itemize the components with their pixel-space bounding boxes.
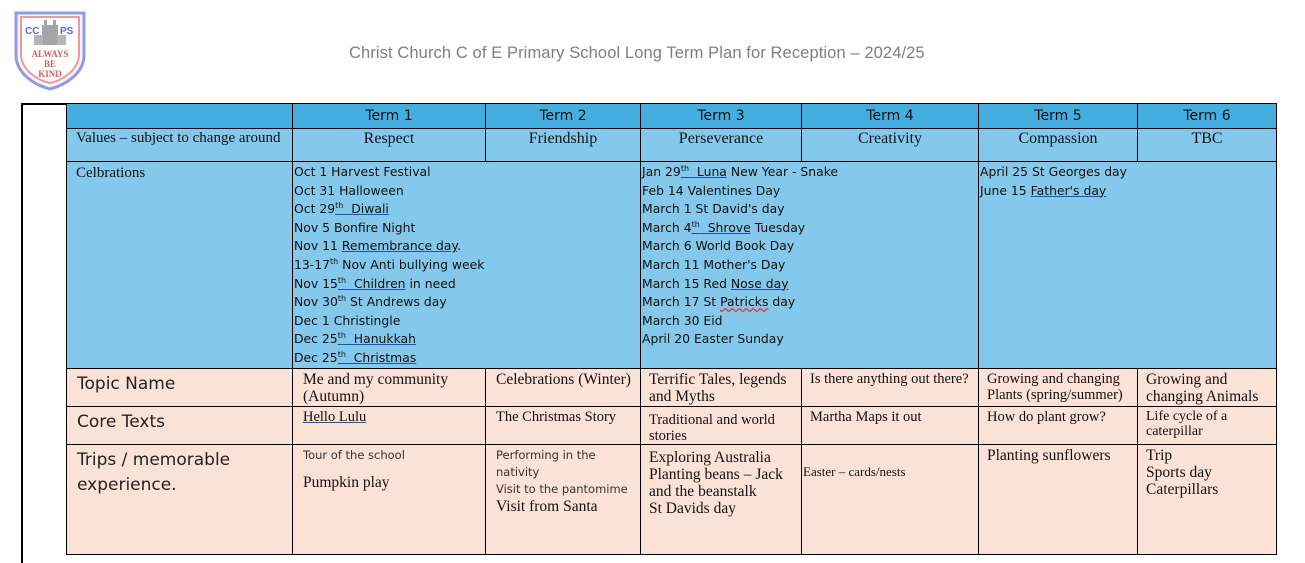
core-text-cell: The Christmas Story: [486, 406, 641, 444]
trip-item: Tour of the school: [303, 447, 405, 462]
celebration-item: March 11 Mother's Day: [642, 256, 786, 272]
core-texts-row: [67, 406, 1277, 444]
trips-row: [67, 444, 1277, 554]
term-header: Term 1: [293, 104, 486, 129]
trip-item: Visit to the pantomime: [496, 481, 628, 496]
trip-item: Planting beans – Jack and the beanstalk: [649, 465, 783, 500]
value-cell: Friendship: [486, 129, 641, 162]
trip-item: Exploring Australia: [649, 448, 771, 466]
row-label-core-texts: Core Texts: [67, 406, 293, 444]
celebration-item: Nov 15th Children in need: [294, 275, 456, 291]
trips-cell-term-6: [1138, 444, 1277, 554]
logo-left-text: CC: [25, 26, 40, 37]
celebration-link[interactable]: $^{th}$ Diwali: [335, 201, 389, 217]
logo-right-text: PS: [60, 26, 74, 37]
trip-item: St Davids day: [649, 499, 736, 517]
celebration-item: Jan 29th Luna New Year - Snake: [642, 163, 839, 179]
trips-cell-term-4: Easter – cards/nests: [802, 444, 979, 554]
value-cell: Compassion: [979, 129, 1138, 162]
celebration-item: March 17 St Patricks day: [642, 294, 796, 310]
topic-cell: Is there anything out there?: [802, 368, 979, 406]
celebration-item: Dec 1 Christingle: [294, 312, 401, 328]
topic-cell: Me and my community (Autumn): [293, 368, 486, 406]
celebration-item: Nov 30th St Andrews day: [294, 294, 447, 310]
term-header: Term 4: [802, 104, 979, 129]
topic-cell: Growing and changing Plants (spring/summer): [979, 368, 1138, 406]
school-logo: [14, 11, 86, 91]
celebration-item: March 15 Red Nose day: [642, 275, 789, 291]
celebration-item: Oct 29th Diwali: [294, 201, 389, 217]
core-text-link[interactable]: Hello Lulu: [303, 408, 367, 425]
topic-row: [67, 368, 1277, 406]
celebration-item: Dec 25th Christmas: [294, 349, 417, 365]
celebration-item: March 6 World Book Day: [642, 238, 795, 254]
trip-item: Caterpillars: [1146, 480, 1219, 498]
celebration-link[interactable]: Remembrance day: [341, 238, 458, 254]
celebrations-row: [67, 162, 1277, 369]
celebrations-terms-1-2: [293, 162, 641, 369]
celebration-link[interactable]: Father's day: [1030, 182, 1107, 198]
celebration-item: March 1 St David's day: [642, 201, 785, 217]
celebration-link[interactable]: $^{th}$ Luna: [680, 163, 727, 179]
value-cell: Perseverance: [641, 129, 802, 162]
core-text-cell: How do plant grow?: [979, 406, 1138, 444]
celebration-item: Oct 31 Halloween: [294, 182, 404, 198]
header-corner-cell: [67, 104, 293, 129]
row-label-values: Values – subject to change around: [67, 129, 293, 162]
celebration-item: April 20 Easter Sunday: [642, 331, 784, 347]
spellcheck-flagged-word: Patricks: [720, 294, 769, 310]
celebration-item: Nov 5 Bonfire Night: [294, 219, 416, 235]
trips-cell-term-1: [293, 444, 486, 554]
logo-motto-line-1: ALWAYS: [31, 49, 69, 59]
topic-cell: Celebrations (Winter): [486, 368, 641, 406]
celebration-link[interactable]: $^{th}$ Hanukkah: [337, 331, 416, 347]
celebration-item: April 25 St Georges day: [980, 164, 1127, 179]
logo-motto-line-3: KIND: [38, 69, 62, 79]
trip-item: Sports day: [1146, 463, 1212, 481]
terms-header-row: [67, 104, 1277, 129]
term-header: Term 3: [641, 104, 802, 129]
core-text-cell: [293, 406, 486, 444]
trips-cell-term-3: [641, 444, 802, 554]
celebration-item: Nov 11 Remembrance day.: [294, 238, 462, 254]
trip-item: Pumpkin play: [303, 473, 390, 491]
celebration-item: Dec 25th Hanukkah: [294, 331, 416, 347]
outer-margin-column: [21, 103, 66, 563]
celebration-item: 13-17th Nov Anti bullying week: [294, 256, 485, 272]
row-label-topic: Topic Name: [67, 368, 293, 406]
logo-motto-line-2: BE: [43, 59, 57, 69]
core-text-cell: Martha Maps it out: [802, 406, 979, 444]
core-text-cell: Traditional and world stories: [641, 406, 802, 444]
celebrations-terms-3-4: [641, 162, 979, 369]
celebration-item: Oct 1 Harvest Festival: [294, 164, 431, 179]
celebration-link[interactable]: $^{th}$ Shrove: [691, 219, 751, 235]
celebration-link[interactable]: Nose day: [730, 275, 789, 291]
term-header: Term 5: [979, 104, 1138, 129]
celebration-link[interactable]: $^{th}$ Children: [337, 275, 406, 291]
topic-cell: Terrific Tales, legends and Myths: [641, 368, 802, 406]
celebration-item: Feb 14 Valentines Day: [642, 182, 781, 198]
trip-item: Visit from Santa: [496, 497, 598, 515]
value-cell: TBC: [1138, 129, 1277, 162]
values-row: [67, 129, 1277, 162]
term-header: Term 2: [486, 104, 641, 129]
long-term-plan-table: [66, 103, 1277, 555]
celebration-item: March 4th Shrove Tuesday: [642, 219, 806, 235]
celebration-item: June 15 Father's day: [980, 182, 1107, 198]
row-label-celebrations: Celbrations: [67, 162, 293, 369]
core-text-cell: Life cycle of a caterpillar: [1138, 406, 1277, 444]
trips-cell-term-5: Planting sunflowers: [979, 444, 1138, 554]
term-header: Term 6: [1138, 104, 1277, 129]
celebrations-terms-5-6: [979, 162, 1277, 369]
trip-item: Trip: [1146, 446, 1173, 464]
trips-cell-term-2: [486, 444, 641, 554]
value-cell: Creativity: [802, 129, 979, 162]
document-title: Christ Church C of E Primary School Long Term Plan for Reception – 2024/25: [349, 44, 925, 62]
school-crest-icon: [14, 11, 86, 91]
topic-cell: Growing and changing Animals: [1138, 368, 1277, 406]
celebration-link[interactable]: $^{th}$ Christmas: [337, 349, 417, 365]
row-label-trips: Trips / memorable experience.: [67, 444, 293, 554]
value-cell: Respect: [293, 129, 486, 162]
celebration-item: March 30 Eid: [642, 312, 723, 328]
trip-item: Performing in the nativity: [496, 447, 596, 479]
